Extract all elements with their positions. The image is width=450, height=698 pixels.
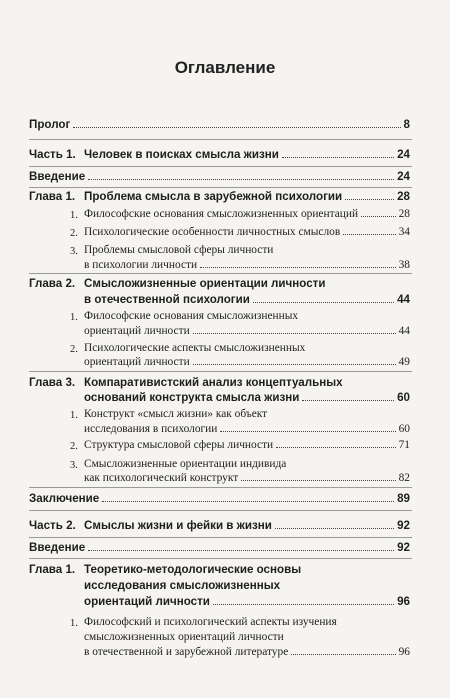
section-number: 1. bbox=[70, 210, 78, 221]
entry-title-line: Философские основания смысложизненных bbox=[84, 310, 299, 322]
page-number: 38 bbox=[398, 259, 410, 271]
divider bbox=[29, 273, 412, 274]
page-number: 24 bbox=[397, 148, 410, 161]
dot-leader bbox=[282, 157, 394, 158]
entry-title-line: Теоретико-методологические основы bbox=[84, 563, 302, 576]
toc-entry-chapter1-part2[interactable] bbox=[84, 595, 410, 608]
page-number: 92 bbox=[397, 519, 410, 532]
entry-title: ориентаций личности bbox=[84, 595, 210, 608]
entry-title: Философские основания смысложизненных ориентаций bbox=[84, 208, 359, 220]
section-number: 2. bbox=[70, 344, 78, 355]
dot-leader bbox=[345, 199, 394, 200]
page-number: 82 bbox=[398, 472, 410, 484]
entry-title: Введение bbox=[29, 541, 86, 554]
toc-entry-section-2-1[interactable] bbox=[84, 325, 410, 337]
chapter-label: Глава 2. bbox=[29, 277, 76, 290]
divider bbox=[29, 537, 412, 538]
divider bbox=[29, 139, 412, 140]
chapter-label: Глава 1. bbox=[29, 190, 76, 203]
entry-title-line: Проблемы смысловой сферы личности bbox=[84, 244, 274, 256]
dot-leader bbox=[193, 333, 396, 334]
divider bbox=[29, 166, 412, 167]
toc-entry-part1[interactable] bbox=[84, 148, 410, 161]
part-label: Часть 2. bbox=[29, 519, 76, 532]
dot-leader bbox=[88, 179, 394, 180]
toc-entry-part2[interactable] bbox=[84, 519, 410, 532]
page-number: 49 bbox=[398, 356, 410, 368]
toc-entry-section-1-1[interactable] bbox=[84, 208, 410, 220]
dot-leader bbox=[200, 267, 396, 268]
entry-title: оснований конструкта смысла жизни bbox=[84, 391, 300, 404]
page-number: 60 bbox=[397, 391, 410, 404]
dot-leader bbox=[193, 364, 396, 365]
dot-leader bbox=[220, 431, 395, 432]
entry-title: Пролог bbox=[29, 118, 71, 131]
page-number: 44 bbox=[398, 325, 410, 337]
entry-title: в отечественной и зарубежной литературе bbox=[84, 646, 289, 658]
section-number: 3. bbox=[70, 246, 78, 257]
page-number: 34 bbox=[398, 226, 410, 238]
entry-title: Психологические особенности личностных смыслов bbox=[84, 226, 341, 238]
toc-entry-section-3-2[interactable] bbox=[84, 439, 410, 451]
page-number: 28 bbox=[398, 208, 410, 220]
entry-title: в отечественной психологии bbox=[84, 293, 250, 306]
toc-entry-section-p2-1-1[interactable] bbox=[84, 646, 410, 658]
entry-title-line: Психологические аспекты смысложизненных bbox=[84, 342, 306, 354]
section-number: 1. bbox=[70, 410, 78, 421]
toc-entry-section-3-1[interactable] bbox=[84, 423, 410, 435]
part-label: Часть 1. bbox=[29, 148, 76, 161]
entry-title-line: исследования смысложизненных bbox=[84, 579, 281, 592]
entry-title: Введение bbox=[29, 170, 86, 183]
section-number: 3. bbox=[70, 460, 78, 471]
toc-entry-chapter3[interactable] bbox=[84, 391, 410, 404]
section-number: 1. bbox=[70, 312, 78, 323]
section-number: 2. bbox=[70, 441, 78, 452]
dot-leader bbox=[253, 302, 394, 303]
toc-entry-section-2-2[interactable] bbox=[84, 356, 410, 368]
entry-title: как психологический конструкт bbox=[84, 472, 239, 484]
dot-leader bbox=[241, 480, 395, 481]
page-number: 71 bbox=[398, 439, 410, 451]
page-number: 89 bbox=[397, 492, 410, 505]
section-number: 2. bbox=[70, 228, 78, 239]
page-number: 96 bbox=[397, 595, 410, 608]
entry-title: Заключение bbox=[29, 492, 100, 505]
divider bbox=[29, 487, 412, 488]
dot-leader bbox=[343, 234, 395, 235]
entry-title-line: Конструкт «смысл жизни» как объект bbox=[84, 408, 268, 420]
entry-title-line: смысложизненных ориентаций личности bbox=[84, 631, 284, 643]
toc-entry-section-3-3[interactable] bbox=[84, 472, 410, 484]
entry-title-line: Компаративистский анализ концептуальных bbox=[84, 376, 343, 389]
dot-leader bbox=[361, 216, 396, 217]
dot-leader bbox=[276, 447, 395, 448]
divider bbox=[29, 558, 412, 559]
page-number: 28 bbox=[397, 190, 410, 203]
toc-entry-section-1-3[interactable] bbox=[84, 259, 410, 271]
page-number: 96 bbox=[398, 646, 410, 658]
dot-leader bbox=[291, 654, 395, 655]
section-number: 1. bbox=[70, 618, 78, 629]
entry-title: ориентаций личности bbox=[84, 325, 190, 337]
dot-leader bbox=[213, 604, 394, 605]
page-number: 8 bbox=[403, 118, 410, 131]
dot-leader bbox=[275, 528, 394, 529]
toc-entry-introduction-2[interactable] bbox=[29, 541, 410, 554]
divider bbox=[29, 187, 412, 188]
chapter-label: Глава 1. bbox=[29, 563, 76, 576]
entry-title-line: Смысложизненные ориентации личности bbox=[84, 277, 326, 290]
divider bbox=[29, 371, 412, 372]
toc-entry-chapter1[interactable] bbox=[84, 190, 410, 203]
chapter-label: Глава 3. bbox=[29, 376, 76, 389]
entry-title: ориентаций личности bbox=[84, 356, 190, 368]
page-number: 44 bbox=[397, 293, 410, 306]
dot-leader bbox=[88, 550, 394, 551]
dot-leader bbox=[302, 400, 394, 401]
entry-title-line: Смысложизненные ориентации индивида bbox=[84, 458, 287, 470]
toc-entry-conclusion[interactable] bbox=[29, 492, 410, 505]
entry-title: Смыслы жизни и фейки в жизни bbox=[84, 519, 272, 532]
toc-entry-prologue[interactable] bbox=[29, 118, 410, 131]
entry-title: исследования в психологии bbox=[84, 423, 218, 435]
entry-title: Человек в поисках смысла жизни bbox=[84, 148, 279, 161]
dot-leader bbox=[73, 127, 400, 128]
toc-entry-introduction[interactable] bbox=[29, 170, 410, 183]
divider bbox=[29, 510, 412, 511]
entry-title: Проблема смысла в зарубежной психологии bbox=[84, 190, 343, 203]
entry-title: Структура смысловой сферы личности bbox=[84, 439, 274, 451]
entry-title-line: Философский и психологический аспекты изучения bbox=[84, 616, 337, 628]
page-number: 24 bbox=[397, 170, 410, 183]
toc-entry-section-1-2[interactable] bbox=[84, 226, 410, 238]
entry-title: в психологии личности bbox=[84, 259, 198, 271]
page-title: Оглавление bbox=[174, 58, 276, 77]
page-number: 92 bbox=[397, 541, 410, 554]
page-number: 60 bbox=[398, 423, 410, 435]
toc-entry-chapter2[interactable] bbox=[84, 293, 410, 306]
dot-leader bbox=[102, 501, 394, 502]
